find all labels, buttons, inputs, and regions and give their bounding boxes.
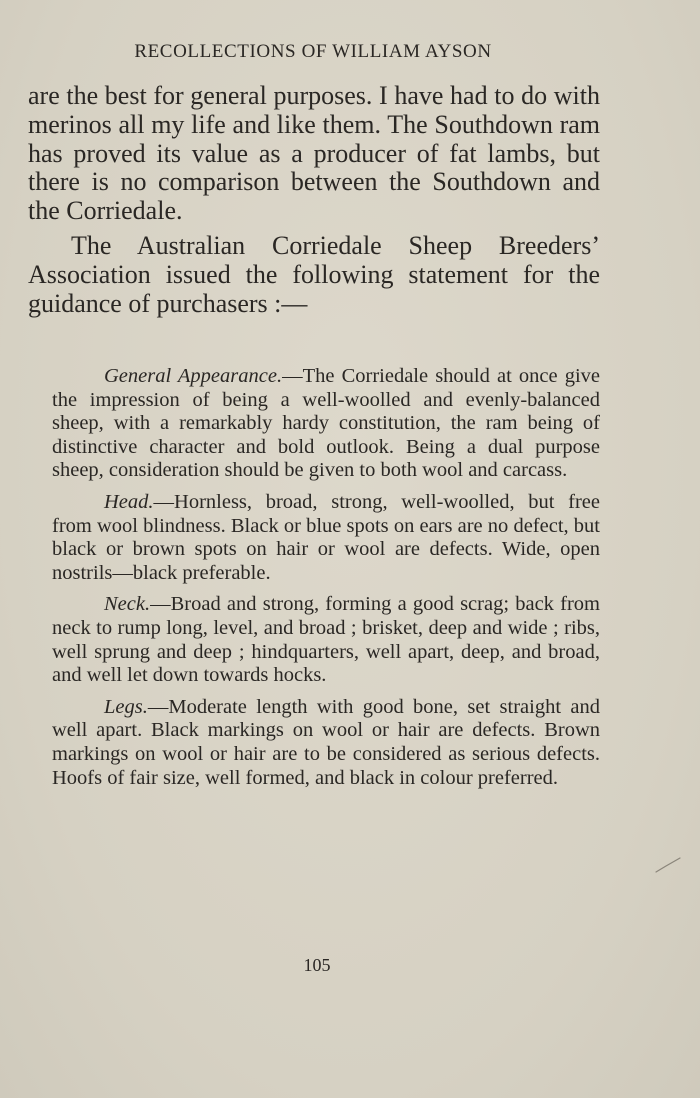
section-text: —Broad and strong, forming a good scrag; back from neck to rump long, level, and broad ; brisket, deep and wide ; ribs, well sprung and deep ; hindquarters, well apart, deep, and broad, and well let down towards hocks.: [52, 593, 600, 687]
body-text: [28, 82, 600, 318]
paragraph: The Australian Corriedale Sheep Breeders’ Association issued the following statement for the guidance of purchasers :—: [28, 230, 600, 318]
breed-standard-statement: [52, 365, 600, 798]
standard-section-head: [52, 491, 600, 585]
section-heading: Neck.: [104, 593, 151, 616]
page-number: 105: [303, 955, 331, 975]
standard-section-neck: [52, 593, 600, 687]
standard-section-general-appearance: [52, 365, 600, 483]
paragraph: are the best for general purposes. I have had to do with merinos all my life and like them. The Southdown ram has proved its value as a producer of fat lambs, but there is no comparison between the Southdown and the Corriedale.: [28, 81, 600, 226]
running-head: RECOLLECTIONS OF WILLIAM AYSON: [134, 41, 492, 62]
standard-section-legs: [52, 696, 600, 790]
pencil-mark: [654, 855, 684, 875]
section-text: —Moderate length with good bone, set straight and well apart. Black markings on wool or hair are defects. Brown markings on wool or hair are to be considered as serious defects. Hoofs of fair size, well formed, and black in colour preferred.: [52, 695, 600, 789]
section-text: —Hornless, broad, strong, well-woolled, but free from wool blindness. Black or blue spots on ears are no defect, but black or brown spots on hair or wool are defects. Wide, open nostrils—black preferable.: [52, 490, 600, 584]
section-heading: General Appearance.: [104, 365, 283, 387]
section-text: —The Corriedale should at once give the impression of being a well-woolled and evenly-balanced sheep, with a remarkably hardy constitution, the ram being of distinctive character and bold outlook. Being a dual purpose sheep, consideration should be given to both wool and carcass.: [52, 365, 600, 482]
section-heading: Head.: [104, 490, 154, 513]
section-heading: Legs.: [104, 695, 148, 718]
